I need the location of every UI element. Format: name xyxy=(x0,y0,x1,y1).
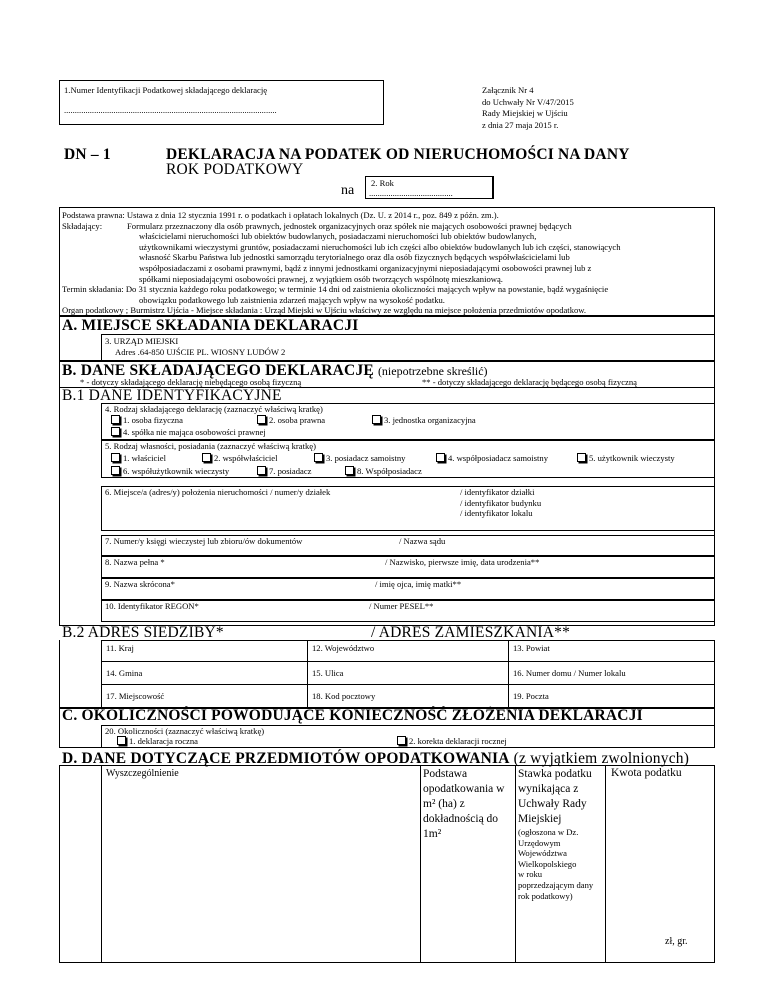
col-stawka-note: (ogłoszona w Dz. Urzędowym Województwa Wielkopolskiego w roku poprzedzającym dany rok podatkowy) xyxy=(518,827,594,901)
section-b2-heading: B.2 ADRES SIEDZIBY* xyxy=(62,624,224,641)
option-wspolposiadacz[interactable]: 8. Współposiadacz xyxy=(345,466,422,477)
field-7-box[interactable] xyxy=(101,535,715,556)
deadline: Termin składania: Do 31 stycznia każdego roku podatkowego; w terminie 14 dni od zaistnienia okoliczności mających wpływ na powstanie, bądź wygaśnięcie xyxy=(62,284,609,295)
section-b2-heading-right: / ADRES ZAMIESZKANIA** xyxy=(371,624,571,641)
cell-ulica[interactable]: 15. Ulica xyxy=(307,661,509,685)
cell-kod-pocztowy[interactable]: 18. Kod pocztowy xyxy=(307,684,509,708)
field-4-label: 4. Rodzaj składającego deklarację (zaznaczyć właściwą kratkę) xyxy=(105,404,323,414)
cell-gmina[interactable]: 14. Gmina xyxy=(101,661,308,685)
field-10-box[interactable] xyxy=(101,600,715,622)
option-jednostka-organizacyjna[interactable]: 3. jednostka organizacyjna xyxy=(372,415,476,426)
legal-basis: Podstawa prawna: Ustawa z dnia 12 stycznia 1991 r. o podatkach i opłatach lokalnych (Dz. U. z 2014 r., poz. 849 z późn. zm.). xyxy=(62,210,499,220)
checkbox-icon[interactable] xyxy=(314,453,323,462)
id-unit: / identyfikator lokalu xyxy=(460,508,533,519)
col-podstawa: Podstawa opodatkowania w m² (ha) z dokładnością do 1m² xyxy=(423,768,505,840)
form-title-line2: ROK PODATKOWY xyxy=(166,161,304,178)
tax-authority: Organ podatkowy ; Burmistrz Ujścia - Miejsce składania : Urząd Miejski w Ujściu właściwy ze względu na miejsce położenia przedmiotów opodatkow. xyxy=(62,305,587,316)
cell-miejscowosc[interactable]: 17. Miejscowość xyxy=(101,684,308,708)
nip-input-line[interactable]: ................................................................................................... xyxy=(64,105,277,115)
filer-line: spółkami nieposiadającymi osobowości prawnej, z wyjątkiem osób tworzących wspólnotę mieszkaniową. xyxy=(139,273,503,284)
field-5-label: 5. Rodzaj własności, posiadania (zaznaczyć właściwą kratkę) xyxy=(105,441,316,451)
field-10-pesel: / Numer PESEL** xyxy=(369,601,434,611)
form-title: DEKLARACJA NA PODATEK OD NIERUCHOMOŚCI NA DANY xyxy=(166,146,630,163)
field-20-label: 20. Okoliczności (zaznaczyć właściwą kratkę) xyxy=(105,726,265,736)
id-building: / identyfikator budynku xyxy=(460,497,542,508)
col-divider xyxy=(605,765,606,962)
checkbox-icon[interactable] xyxy=(257,415,266,424)
field-9-label: 9. Nazwa skrócona* xyxy=(105,579,175,589)
annex-note xyxy=(482,85,574,131)
checkbox-icon[interactable] xyxy=(577,453,586,462)
checkbox-icon[interactable] xyxy=(257,466,266,475)
filer-line: Formularz przeznaczony dla osób prawnych, jednostek organizacyjnych oraz spółek nie mających osobowości prawnej będących xyxy=(127,220,572,231)
place-of-filing-address: Adres .64-850 UJŚCIE PL. WIOSNY LUDÓW 2 xyxy=(115,347,286,357)
section-b1-heading: B.1 DANE IDENTYFIKACYJNE xyxy=(62,387,282,404)
field-20-box xyxy=(101,725,715,748)
note-natural: ** - dotyczy składającego deklarację będącego osobą fizyczną xyxy=(422,377,637,387)
col-divider xyxy=(420,765,421,962)
col-divider xyxy=(515,765,516,962)
cell-poczta[interactable]: 19. Poczta xyxy=(508,684,715,708)
field-8-box[interactable] xyxy=(101,556,715,578)
field-9-parents: / imię ojca, imię matki** xyxy=(375,579,462,589)
checkbox-icon[interactable] xyxy=(372,415,381,424)
form-code: DN – 1 xyxy=(64,146,111,163)
checkbox-icon[interactable] xyxy=(436,453,445,462)
option-spolka[interactable]: 4. spółka nie mająca osobowości prawnej xyxy=(111,427,266,438)
field-6-box[interactable] xyxy=(101,486,715,531)
field-5-box xyxy=(101,440,715,478)
checkbox-icon[interactable] xyxy=(111,453,120,462)
option-osoba-prawna[interactable]: 2. osoba prawna xyxy=(257,415,325,426)
field-6-ids xyxy=(460,487,541,519)
year-label: 2. Rok xyxy=(371,178,394,188)
note-non-natural: * - dotyczy składającego deklarację niebędącego osobą fizyczną xyxy=(80,377,302,387)
place-of-filing-field xyxy=(101,334,715,361)
option-wspolwlasciciel[interactable]: 2. współwłaściciel xyxy=(202,453,277,464)
field-7-court: / Nazwa sądu xyxy=(399,536,446,546)
deadline-line2: obowiązku podatkowego lub zaistnienia zdarzeń mających wpływ na wysokość podatku. xyxy=(139,294,445,305)
year-prefix: na xyxy=(341,183,355,198)
annex-line: do Uchwały Nr V/47/2015 xyxy=(482,96,574,107)
checkbox-icon[interactable] xyxy=(117,736,126,745)
nip-box xyxy=(59,80,384,125)
filer-line: właścicielami nieruchomości lub obiektów budowlanych, posiadaczami nieruchomości lub obiektów budowlanych, xyxy=(139,231,537,242)
field-7-label: 7. Numer/y księgi wieczystej lub zbioru/ów dokumentów xyxy=(105,536,303,546)
checkbox-icon[interactable] xyxy=(111,427,120,436)
option-posiadacz[interactable]: 7. posiadacz xyxy=(257,466,311,477)
cell-wojewodztwo[interactable]: 12. Województwo xyxy=(307,640,509,662)
col-divider xyxy=(101,765,102,962)
field-10-label: 10. Identyfikator REGON* xyxy=(105,601,199,611)
checkbox-icon[interactable] xyxy=(202,453,211,462)
option-wspoluzytkownik-wieczysty[interactable]: 6. współużytkownik wieczysty xyxy=(111,466,229,477)
intro-text xyxy=(62,210,714,316)
cell-nr-domu[interactable]: 16. Numer domu / Numer lokalu xyxy=(508,661,715,685)
section-a-heading: A. MIEJSCE SKŁADANIA DEKLARACJI xyxy=(62,317,359,334)
option-korekta[interactable]: 2. korekta deklaracji rocznej xyxy=(397,736,507,747)
option-posiadacz-samoistny[interactable]: 3. posiadacz samoistny xyxy=(314,453,405,464)
filer-line: własność Skarbu Państwa lub jednostki samorządu terytorialnego oraz dla osób fizycznych będących współwłaścicielami lub xyxy=(139,252,570,263)
option-deklaracja-roczna[interactable]: 1. deklaracja roczna xyxy=(117,736,198,747)
annex-line: Rady Miejskiej w Ujściu xyxy=(482,108,568,118)
option-uzytkownik-wieczysty[interactable]: 5. użytkownik wieczysty xyxy=(577,453,675,464)
field-8-label: 8. Nazwa pełna * xyxy=(105,557,165,567)
option-wlasciciel[interactable]: 1. właściciel xyxy=(111,453,166,464)
field-4-box xyxy=(101,403,715,440)
col-kwota: Kwota podatku xyxy=(611,767,682,779)
field-9-box[interactable] xyxy=(101,578,715,600)
section-c-heading: C. OKOLICZNOŚCI POWODUJĄCE KONIECZNOŚĆ ZŁOŻENIA DEKLARACJI xyxy=(62,707,643,724)
checkbox-icon[interactable] xyxy=(111,415,120,424)
checkbox-icon[interactable] xyxy=(397,736,406,745)
annex-line: z dnia 27 maja 2015 r. xyxy=(482,119,559,130)
checkbox-icon[interactable] xyxy=(111,466,120,475)
section-d-table xyxy=(59,765,715,963)
option-osoba-fizyczna[interactable]: 1. osoba fizyczna xyxy=(111,415,183,426)
col-stawka: Stawka podatku wynikająca z Uchwały Rady Miejskiej xyxy=(518,768,592,825)
col-wyszczegolnienie: Wyszczególnienie xyxy=(106,768,179,779)
filer-line: użytkownikami wieczystymi gruntów, posiadaczami nieruchomości lub ich części albo obiektów budowlanych lub ich części, stanowiących xyxy=(139,241,621,252)
section-d-heading-note: (z wyjątkiem zwolnionych) xyxy=(513,750,690,767)
year-box xyxy=(365,176,494,199)
place-of-filing-label: 3. URZĄD MIEJSKI xyxy=(105,336,179,346)
id-parcel: / identyfikator działki xyxy=(460,487,535,497)
annex-line: Załącznik Nr 4 xyxy=(482,85,534,95)
field-6-label: 6. Miejsce/a (adres/y) położenia nieruchomości / numer/y działek xyxy=(105,487,331,497)
section-b-heading: B. DANE SKŁADAJĄCEGO DEKLARACJĘ xyxy=(62,362,374,379)
currency-label: zł, gr. xyxy=(665,936,688,947)
section-d-heading: D. DANE DOTYCZĄCE PRZEDMIOTÓW OPODATKOWANIA xyxy=(62,750,510,767)
cell-powiat[interactable]: 13. Powiat xyxy=(508,640,715,662)
option-wspolposiadacz-samoistny[interactable]: 4. współposiadacz samoistny xyxy=(436,453,548,464)
filer-label: Składający: xyxy=(62,220,103,231)
section-b-heading-note: (niepotrzebne skreślić) xyxy=(377,364,488,378)
filer-line: współposiadaczami z osobami prawnymi, bądź z innymi jednostkami organizacyjnymi nieposiadającymi osobowości prawnej lub z xyxy=(139,262,592,273)
field-8-person: / Nazwisko, pierwsze imię, data urodzenia** xyxy=(385,557,540,567)
year-input-line[interactable]: ....................................... xyxy=(369,188,453,198)
cell-kraj[interactable]: 11. Kraj xyxy=(101,640,308,662)
checkbox-icon[interactable] xyxy=(345,466,354,475)
nip-label: 1.Numer Identyfikacji Podatkowej składającego deklarację xyxy=(64,85,268,95)
